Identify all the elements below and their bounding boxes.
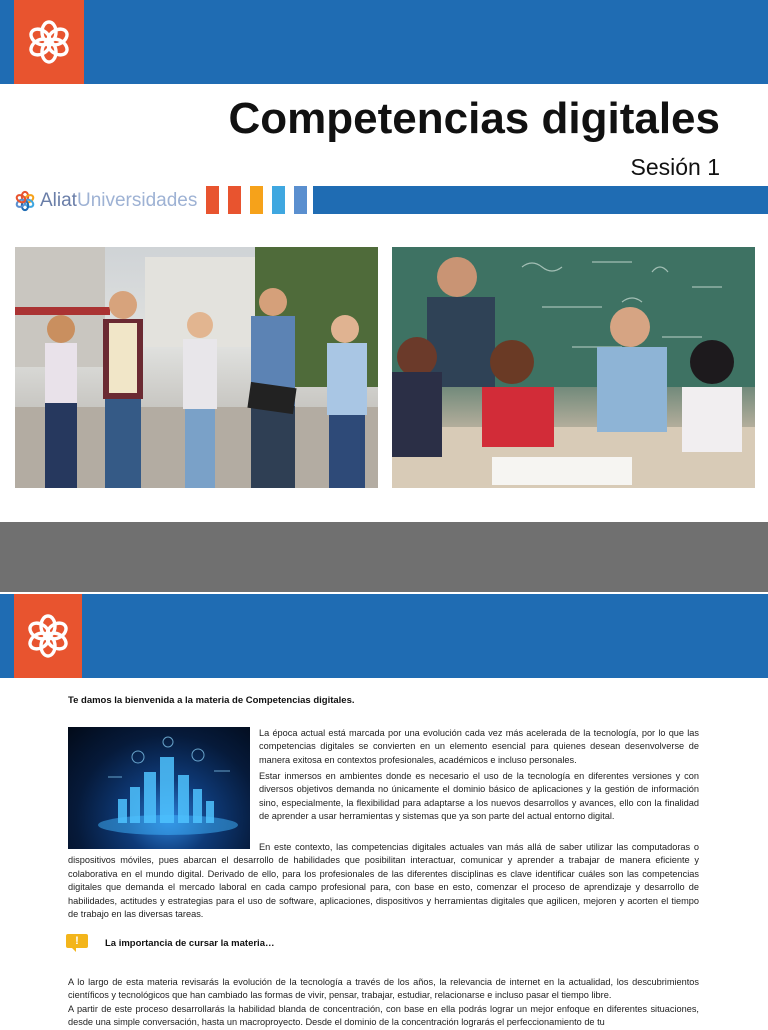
exclamation-bubble-icon: ! <box>66 934 88 952</box>
page-title: Competencias digitales <box>228 94 720 143</box>
session-label: Sesión 1 <box>630 154 720 180</box>
aliat-flower-logo <box>14 0 84 84</box>
importance-label: La importancia de cursar la materia… <box>105 937 275 949</box>
aliat-universidades-logo <box>14 188 197 214</box>
intro-paragraph-1: La época actual está marcada por una evolución cada vez más acelerada de la tecnología, por lo que las competencias digitales se convierten en un elemento esencial para quienes desean desenvolverse de manera exitosa en contextos profesionales, académicos e incluso personales. <box>259 728 699 765</box>
color-stripes <box>206 186 316 214</box>
top-banner-2 <box>0 594 768 678</box>
stripe <box>272 186 285 214</box>
stripe <box>228 186 241 214</box>
gray-separator <box>0 522 768 592</box>
students-walking-illustration <box>15 247 378 488</box>
importance-paragraph-2: A partir de este proceso desarrollarás la habilidad blanda de concentración, con base en ella podrás lograr un mejor enfoque en diferentes situaciones, desde una simple conversación, hasta un macroproyecto. Desde el dominio de la concentración lograrás el perfeccionamiento de tu <box>68 1004 699 1028</box>
aliat-flower-logo-2 <box>14 594 82 678</box>
students-studying-illustration <box>392 247 755 488</box>
students-walking-photo <box>15 247 378 488</box>
top-banner <box>0 0 768 84</box>
importance-paragraph-1: A lo largo de esta materia revisarás la evolución de la tecnología a través de los años, la relevancia de internet en la actualidad, los descubrimientos científicos y tecnológicos que han cambiado las formas de vivir, pensar, trabajar, estudiar, relacionarse e incluso pasar el tiempo libre. <box>68 977 699 1001</box>
blue-band <box>313 186 768 214</box>
importance-section-heading <box>66 934 274 952</box>
aliat-mini-flower-icon <box>14 190 36 212</box>
flower-logo-icon <box>24 17 74 67</box>
context-paragraph: En este contexto, las competencias digitales actuales van más allá de saber utilizar las computadoras o dispositivos móviles, pues abarcan el desarrollo de habilidades que posibilitan interactuar, comunicar y aprender a trabajar de manera eficiente y colaborativa en el mundo digital. Derivado de ello, para los profesionales de las diferentes disciplinas es clave identificar cuáles son las competencias digitales que demanda el mercado laboral en cada campo profesional para, con base en esto, comenzar el proceso de aprendizaje y desarrollo de habilidades, actitudes y estrategias para el uso de software, aplicaciones, dispositivos y herramientas digitales que agilicen, mejoren y acorten el tiempo de trabajo en las diversas tareas. <box>68 842 699 920</box>
stripe <box>206 186 219 214</box>
brand-aliat: Aliat <box>40 190 77 211</box>
students-studying-photo <box>392 247 755 488</box>
intro-paragraph-2: Estar inmersos en ambientes donde es necesario el uso de la tecnología en diferentes versiones y con diversos objetivos demanda no únicamente el dominio básico de aplicaciones y la gestión de información sino, especialmente, la flexibilidad para adaptarse a los nuevos desarrollos y avances, ello con la finalidad de aprender a usar herramientas y sistemas que ya son parte del actual entorno digital. <box>259 771 699 822</box>
digital-city-illustration <box>68 727 250 849</box>
digital-city-image <box>68 727 250 849</box>
welcome-heading: Te damos la bienvenida a la materia de Competencias digitales. <box>68 695 355 706</box>
flower-logo-icon <box>23 611 73 661</box>
brand-universidades: Universidades <box>76 190 198 211</box>
stripe <box>250 186 263 214</box>
stripe <box>294 186 307 214</box>
